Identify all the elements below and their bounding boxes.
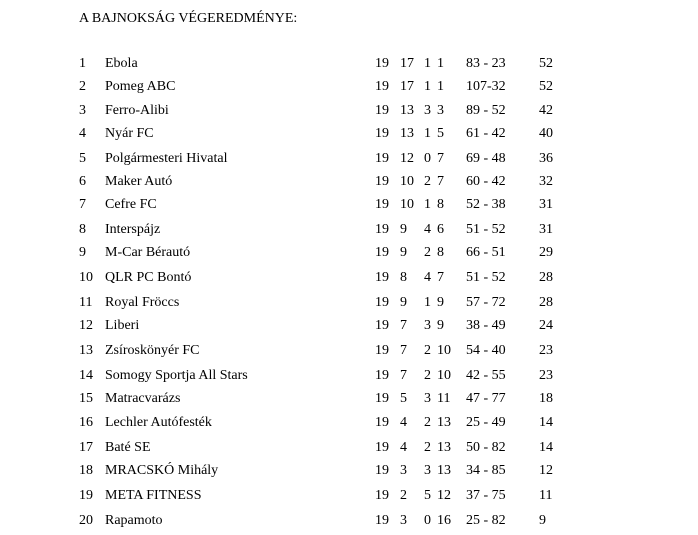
lost-cell: 1: [437, 79, 444, 94]
goals-cell: 61 - 42: [466, 126, 506, 141]
won-cell: 7: [400, 368, 407, 383]
won-cell: 13: [400, 126, 414, 141]
position-cell: 17: [79, 440, 93, 455]
played-cell: 19: [375, 318, 389, 333]
played-cell: 19: [375, 513, 389, 528]
lost-cell: 12: [437, 488, 451, 503]
played-cell: 19: [375, 368, 389, 383]
goals-cell: 47 - 77: [466, 391, 506, 406]
drawn-cell: 4: [424, 222, 431, 237]
table-row: [0, 439, 698, 457]
drawn-cell: 4: [424, 270, 431, 285]
played-cell: 19: [375, 151, 389, 166]
team-name-cell: Cefre FC: [105, 197, 157, 212]
position-cell: 13: [79, 343, 93, 358]
team-name-cell: Pomeg ABC: [105, 79, 176, 94]
won-cell: 7: [400, 343, 407, 358]
table-row: [0, 462, 698, 480]
goals-cell: 37 - 75: [466, 488, 506, 503]
won-cell: 4: [400, 440, 407, 455]
position-cell: 15: [79, 391, 93, 406]
position-cell: 12: [79, 318, 93, 333]
position-cell: 3: [79, 103, 86, 118]
drawn-cell: 3: [424, 103, 431, 118]
position-cell: 19: [79, 488, 93, 503]
won-cell: 9: [400, 295, 407, 310]
won-cell: 7: [400, 318, 407, 333]
lost-cell: 11: [437, 391, 451, 406]
drawn-cell: 2: [424, 174, 431, 189]
goals-cell: 57 - 72: [466, 295, 506, 310]
position-cell: 7: [79, 197, 86, 212]
played-cell: 19: [375, 197, 389, 212]
won-cell: 8: [400, 270, 407, 285]
played-cell: 19: [375, 79, 389, 94]
table-row: [0, 150, 698, 168]
drawn-cell: 2: [424, 440, 431, 455]
points-cell: 52: [539, 79, 553, 94]
played-cell: 19: [375, 343, 389, 358]
position-cell: 6: [79, 174, 86, 189]
position-cell: 20: [79, 513, 93, 528]
lost-cell: 7: [437, 174, 444, 189]
table-row: [0, 125, 698, 143]
lost-cell: 1: [437, 56, 444, 71]
points-cell: 14: [539, 440, 553, 455]
points-cell: 24: [539, 318, 553, 333]
drawn-cell: 5: [424, 488, 431, 503]
points-cell: 36: [539, 151, 553, 166]
table-row: [0, 367, 698, 385]
team-name-cell: Lechler Autófesték: [105, 415, 212, 430]
points-cell: 29: [539, 245, 553, 260]
played-cell: 19: [375, 126, 389, 141]
points-cell: 52: [539, 56, 553, 71]
team-name-cell: QLR PC Bontó: [105, 270, 192, 285]
table-row: [0, 512, 698, 530]
drawn-cell: 2: [424, 245, 431, 260]
goals-cell: 38 - 49: [466, 318, 506, 333]
points-cell: 11: [539, 488, 553, 503]
team-name-cell: Liberi: [105, 318, 140, 333]
goals-cell: 42 - 55: [466, 368, 506, 383]
played-cell: 19: [375, 488, 389, 503]
played-cell: 19: [375, 222, 389, 237]
goals-cell: 25 - 82: [466, 513, 506, 528]
position-cell: 18: [79, 463, 93, 478]
table-row: [0, 390, 698, 408]
table-row: [0, 196, 698, 214]
points-cell: 23: [539, 368, 553, 383]
won-cell: 10: [400, 174, 414, 189]
lost-cell: 13: [437, 463, 451, 478]
goals-cell: 25 - 49: [466, 415, 506, 430]
drawn-cell: 1: [424, 79, 431, 94]
position-cell: 16: [79, 415, 93, 430]
drawn-cell: 1: [424, 197, 431, 212]
drawn-cell: 2: [424, 343, 431, 358]
team-name-cell: Nyár FC: [105, 126, 154, 141]
drawn-cell: 1: [424, 126, 431, 141]
points-cell: 23: [539, 343, 553, 358]
table-row: [0, 173, 698, 191]
team-name-cell: MRACSKÓ Mihály: [105, 463, 219, 478]
position-cell: 4: [79, 126, 86, 141]
table-row: [0, 414, 698, 432]
goals-cell: 69 - 48: [466, 151, 506, 166]
position-cell: 11: [79, 295, 93, 310]
team-name-cell: Maker Autó: [105, 174, 173, 189]
played-cell: 19: [375, 415, 389, 430]
points-cell: 18: [539, 391, 553, 406]
played-cell: 19: [375, 174, 389, 189]
won-cell: 12: [400, 151, 414, 166]
position-cell: 14: [79, 368, 93, 383]
position-cell: 8: [79, 222, 86, 237]
played-cell: 19: [375, 440, 389, 455]
position-cell: 9: [79, 245, 86, 260]
drawn-cell: 1: [424, 295, 431, 310]
team-name-cell: Zsíroskönyér FC: [105, 343, 200, 358]
position-cell: 1: [79, 56, 86, 71]
goals-cell: 52 - 38: [466, 197, 506, 212]
goals-cell: 51 - 52: [466, 222, 506, 237]
won-cell: 3: [400, 463, 407, 478]
goals-cell: 34 - 85: [466, 463, 506, 478]
drawn-cell: 3: [424, 318, 431, 333]
played-cell: 19: [375, 245, 389, 260]
played-cell: 19: [375, 56, 389, 71]
won-cell: 4: [400, 415, 407, 430]
lost-cell: 8: [437, 197, 444, 212]
played-cell: 19: [375, 270, 389, 285]
lost-cell: 6: [437, 222, 444, 237]
position-cell: 2: [79, 79, 86, 94]
table-row: [0, 78, 698, 96]
lost-cell: 16: [437, 513, 451, 528]
points-cell: 28: [539, 295, 553, 310]
table-row: [0, 102, 698, 120]
team-name-cell: M-Car Bérautó: [105, 245, 191, 260]
points-cell: 12: [539, 463, 553, 478]
goals-cell: 66 - 51: [466, 245, 506, 260]
drawn-cell: 0: [424, 151, 431, 166]
points-cell: 9: [539, 513, 546, 528]
played-cell: 19: [375, 391, 389, 406]
drawn-cell: 3: [424, 391, 431, 406]
lost-cell: 10: [437, 368, 451, 383]
table-row: [0, 487, 698, 505]
position-cell: 5: [79, 151, 86, 166]
lost-cell: 7: [437, 151, 444, 166]
table-row: [0, 317, 698, 335]
team-name-cell: Ebola: [105, 56, 138, 71]
points-cell: 32: [539, 174, 553, 189]
table-row: [0, 269, 698, 287]
team-name-cell: Matracvarázs: [105, 391, 181, 406]
team-name-cell: Polgármesteri Hivatal: [105, 151, 228, 166]
goals-cell: 107-32: [466, 79, 506, 94]
team-name-cell: Rapamoto: [105, 513, 163, 528]
lost-cell: 9: [437, 318, 444, 333]
played-cell: 19: [375, 463, 389, 478]
team-name-cell: Interspájz: [105, 222, 161, 237]
team-name-cell: Ferro-Alibi: [105, 103, 169, 118]
table-row: [0, 244, 698, 262]
won-cell: 10: [400, 197, 414, 212]
drawn-cell: 3: [424, 463, 431, 478]
won-cell: 17: [400, 56, 414, 71]
lost-cell: 7: [437, 270, 444, 285]
lost-cell: 8: [437, 245, 444, 260]
points-cell: 31: [539, 197, 553, 212]
points-cell: 42: [539, 103, 553, 118]
points-cell: 40: [539, 126, 553, 141]
lost-cell: 10: [437, 343, 451, 358]
played-cell: 19: [375, 295, 389, 310]
lost-cell: 5: [437, 126, 444, 141]
won-cell: 13: [400, 103, 414, 118]
team-name-cell: META FITNESS: [105, 488, 202, 503]
goals-cell: 60 - 42: [466, 174, 506, 189]
won-cell: 17: [400, 79, 414, 94]
goals-cell: 51 - 52: [466, 270, 506, 285]
won-cell: 9: [400, 245, 407, 260]
points-cell: 14: [539, 415, 553, 430]
drawn-cell: 0: [424, 513, 431, 528]
table-row: [0, 55, 698, 73]
drawn-cell: 1: [424, 56, 431, 71]
team-name-cell: Royal Fröccs: [105, 295, 180, 310]
goals-cell: 89 - 52: [466, 103, 506, 118]
won-cell: 3: [400, 513, 407, 528]
table-row: [0, 221, 698, 239]
points-cell: 28: [539, 270, 553, 285]
goals-cell: 83 - 23: [466, 56, 506, 71]
page-title: A BAJNOKSÁG VÉGEREDMÉNYE:: [79, 11, 298, 26]
won-cell: 5: [400, 391, 407, 406]
won-cell: 2: [400, 488, 407, 503]
drawn-cell: 2: [424, 368, 431, 383]
points-cell: 31: [539, 222, 553, 237]
team-name-cell: Somogy Sportja All Stars: [105, 368, 248, 383]
lost-cell: 13: [437, 440, 451, 455]
goals-cell: 50 - 82: [466, 440, 506, 455]
goals-cell: 54 - 40: [466, 343, 506, 358]
team-name-cell: Baté SE: [105, 440, 151, 455]
played-cell: 19: [375, 103, 389, 118]
lost-cell: 13: [437, 415, 451, 430]
table-row: [0, 294, 698, 312]
table-row: [0, 342, 698, 360]
lost-cell: 9: [437, 295, 444, 310]
position-cell: 10: [79, 270, 93, 285]
lost-cell: 3: [437, 103, 444, 118]
won-cell: 9: [400, 222, 407, 237]
drawn-cell: 2: [424, 415, 431, 430]
